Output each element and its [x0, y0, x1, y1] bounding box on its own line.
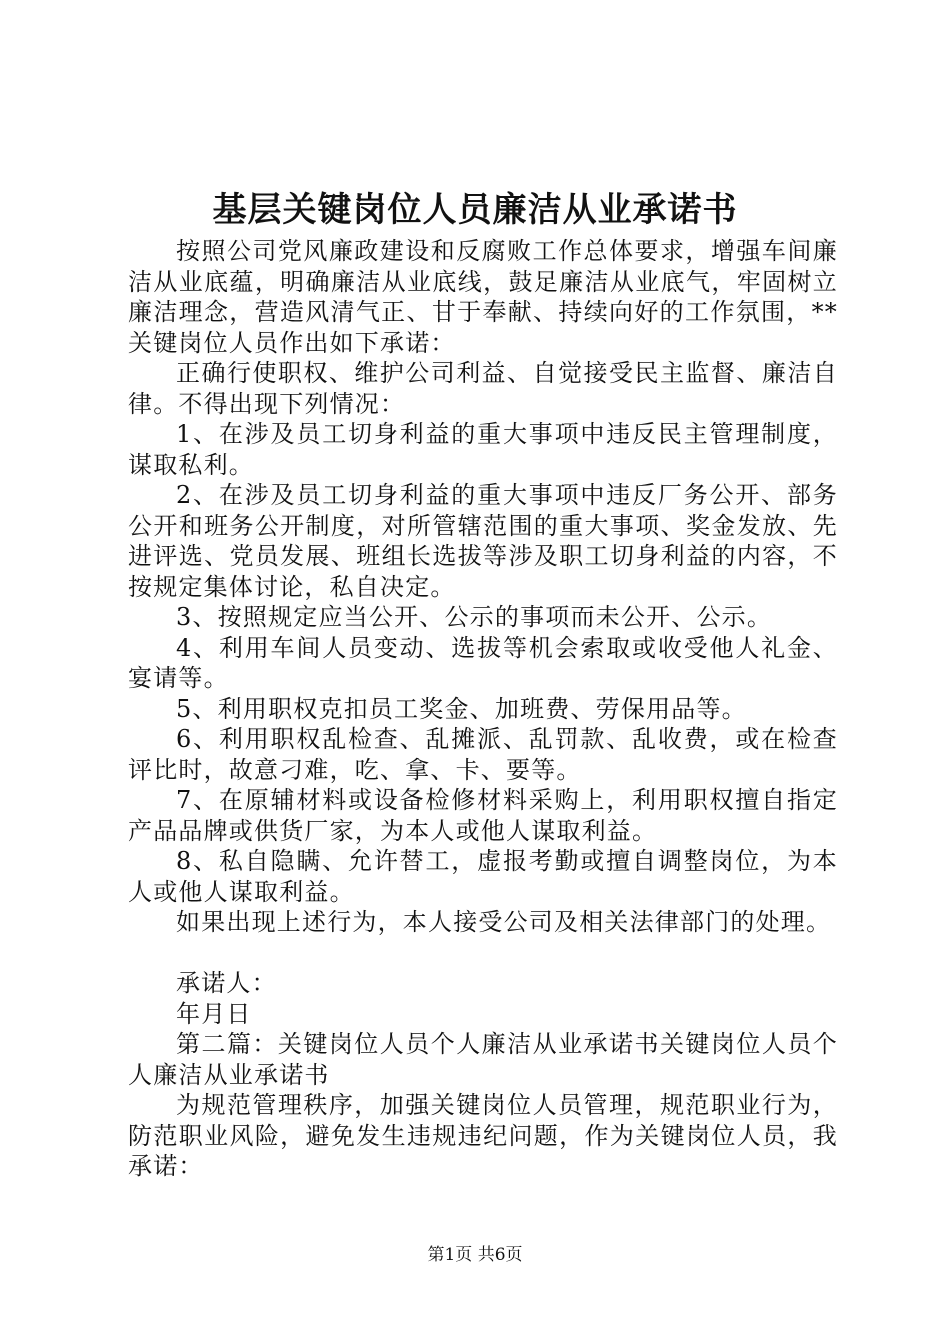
paragraph-item-7: 7、在原辅材料或设备检修材料采购上，利用职权擅自指定产品品牌或供货厂家，为本人或他人谋取利益。 — [128, 786, 838, 845]
paragraph-item-6: 6、利用职权乱检查、乱摊派、乱罚款、乱收费，或在检查评比时，故意刁难，吃、拿、卡、要等。 — [128, 725, 838, 784]
paragraph-item-1: 1、在涉及员工切身利益的重大事项中违反民主管理制度，谋取私利。 — [128, 420, 838, 479]
second-part-heading: 第二篇：关键岗位人员个人廉洁从业承诺书关键岗位人员个人廉洁从业承诺书 — [128, 1030, 838, 1089]
second-part-paragraph: 为规范管理秩序，加强关键岗位人员管理，规范职业行为，防范职业风险，避免发生违规违纪问题，作为关键岗位人员，我承诺： — [128, 1091, 838, 1180]
document-body — [128, 236, 838, 1182]
paragraph-consequence: 如果出现上述行为，本人接受公司及相关法律部门的处理。 — [176, 908, 832, 936]
paragraph-item-3: 3、按照规定应当公开、公示的事项而未公开、公示。 — [176, 603, 773, 631]
document-title: 基层关键岗位人员廉洁从业承诺书 — [212, 190, 738, 230]
date-label: 年月日 — [176, 999, 252, 1028]
paragraph-intro: 按照公司党风廉政建设和反腐败工作总体要求，增强车间廉洁从业底蕴，明确廉洁从业底线，鼓足廉洁从业底气，牢固树立廉洁理念，营造风清气正、甘于奉献、持续向好的工作氛围，**关键岗位人员作出如下承诺： — [128, 237, 838, 357]
paragraph-commitment: 正确行使职权、维护公司利益、自觉接受民主监督、廉洁自律。不得出现下列情况： — [128, 359, 838, 418]
paragraph-item-4: 4、利用车间人员变动、选拔等机会索取或收受他人礼金、宴请等。 — [128, 633, 838, 692]
paragraph-item-8: 8、私自隐瞒、允许替工，虚报考勤或擅自调整岗位，为本人或他人谋取利益。 — [128, 847, 838, 906]
signature-label: 承诺人： — [176, 969, 277, 997]
paragraph-item-2: 2、在涉及员工切身利益的重大事项中违反厂务公开、部务公开和班务公开制度，对所管辖范围的重大事项、奖金发放、先进评选、党员发展、班组长选拔等涉及职工切身利益的内容，不按规定集体讨论，私自决定。 — [128, 481, 838, 601]
paragraph-item-5: 5、利用职权克扣员工奖金、加班费、劳保用品等。 — [176, 694, 747, 723]
page-footer: 第1页 共6页 — [427, 1245, 523, 1265]
blank-line — [128, 938, 838, 969]
